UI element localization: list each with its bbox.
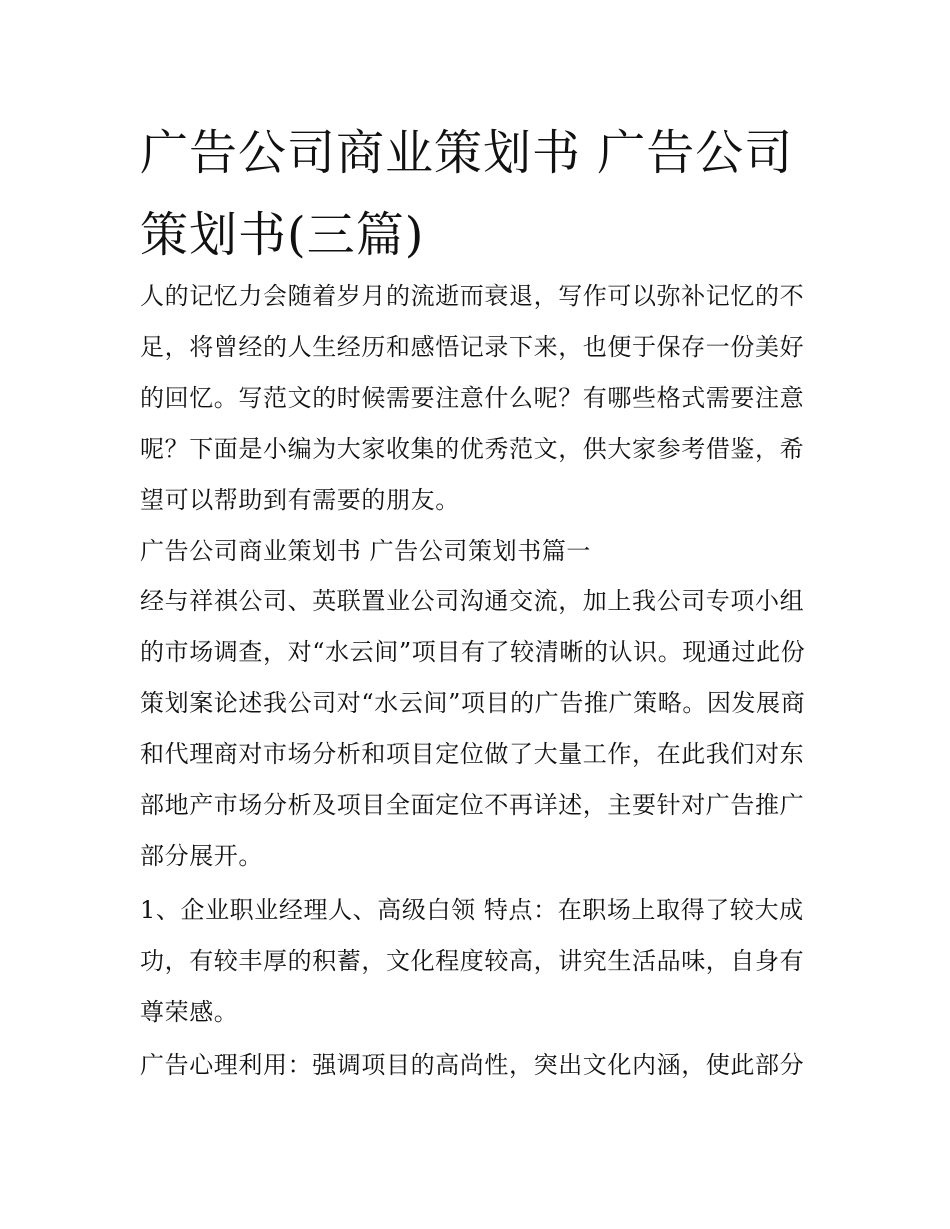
body-paragraph: [140, 576, 820, 882]
point-line-2: 功，有较丰厚的积蓄，文化程度较高，讲究生活品味，自身有: [140, 947, 805, 975]
section-heading-text: 广告公司商业策划书 广告公司策划书篇一: [140, 537, 592, 565]
title-line-2: 策划书(三篇): [140, 207, 425, 263]
point-paragraph: [140, 885, 820, 1038]
intro-line-3: 的回忆。写范文的时候需要注意什么呢？有哪些格式需要注意: [140, 384, 805, 412]
intro-line-5: 望可以帮助到有需要的朋友。: [140, 486, 460, 514]
ad-psychology-paragraph: [140, 1040, 820, 1091]
body-line-3: 策划案论述我公司对“水云间”项目的广告推广策略。因发展商: [140, 689, 806, 717]
intro-paragraph: [140, 271, 820, 526]
section-heading: [140, 526, 820, 577]
body-line-5: 部地产市场分析及项目全面定位不再详述，主要针对广告推广: [140, 791, 805, 819]
body-line-2: 的市场调查，对“水云间”项目有了较清晰的认识。现通过此份: [140, 638, 806, 666]
intro-line-2: 足，将曾经的人生经历和感悟记录下来，也便于保存一份美好: [140, 333, 805, 361]
body-line-1: 经与祥祺公司、英联置业公司沟通交流，加上我公司专项小组: [140, 587, 805, 615]
point-line-3: 尊荣感。: [140, 998, 239, 1026]
document-title: [140, 112, 820, 276]
body-line-6: 部分展开。: [140, 842, 263, 870]
ad-psychology-line: 广告心理利用：强调项目的高尚性，突出文化内涵，使此部分: [140, 1051, 805, 1079]
title-line-1: 广告公司商业策划书 广告公司: [140, 125, 794, 181]
intro-line-1: 人的记忆力会随着岁月的流逝而衰退，写作可以弥补记忆的不: [140, 282, 805, 310]
point-line-1: 1、企业职业经理人、高级白领 特点：在职场上取得了较大成: [140, 896, 804, 924]
body-line-4: 和代理商对市场分析和项目定位做了大量工作，在此我们对东: [140, 740, 805, 768]
intro-line-4: 呢？下面是小编为大家收集的优秀范文，供大家参考借鉴，希: [140, 435, 805, 463]
